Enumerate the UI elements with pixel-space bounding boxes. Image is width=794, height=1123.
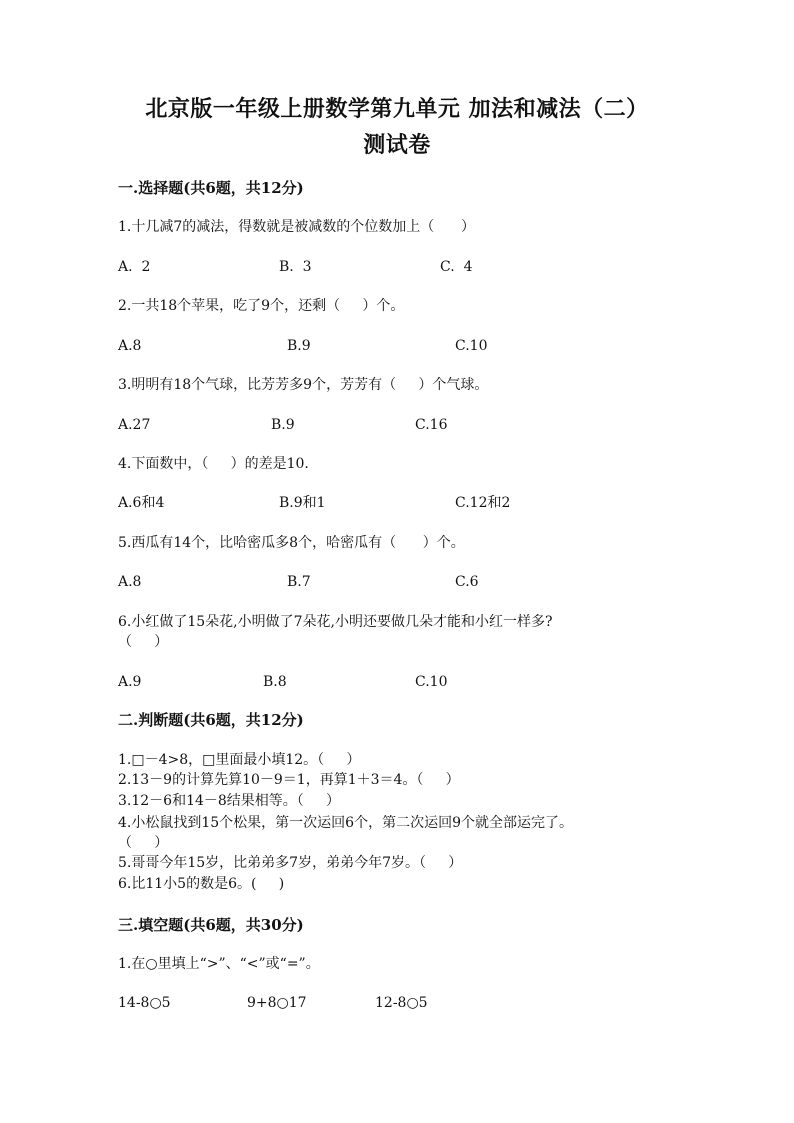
judge-item: 3.12－6和14－8结果相等。（ ） xyxy=(118,793,341,809)
option-c: C.10 xyxy=(455,338,488,354)
option-c: C.6 xyxy=(455,574,479,590)
judge-item: 2.13－9的计算先算10－9＝1，再算1＋3＝4。（ ） xyxy=(118,772,460,788)
page-title: 北京版一年级上册数学第九单元 加法和减法（二） xyxy=(145,96,649,122)
question-text: 4.下面数中，（ ）的差是10. xyxy=(118,456,309,472)
expression: 12-8○5 xyxy=(375,995,428,1011)
option-c: C. 4 xyxy=(440,259,473,275)
judge-item: 5.哥哥今年15岁，比弟弟多7岁，弟弟今年7岁。（ ） xyxy=(118,855,463,871)
question-text: 6.小红做了15朵花,小明做了7朵花,小明还要做几朵才能和小红一样多? xyxy=(118,614,553,630)
question-text: 5.西瓜有14个，比哈密瓜多8个，哈密瓜有（ ）个。 xyxy=(118,535,465,551)
judge-item: 6.比11小5的数是6。( ) xyxy=(118,876,285,892)
option-b: B.9 xyxy=(271,417,295,433)
judge-item: 4.小松鼠找到15个松果，第一次运回6个，第二次运回9个就全部运完了。 xyxy=(118,815,573,831)
option-b: B.7 xyxy=(287,574,311,590)
option-a: A.8 xyxy=(118,574,142,590)
answer-blank: （ ） xyxy=(118,634,169,650)
option-c: C.16 xyxy=(415,417,448,433)
option-a: A.6和4 xyxy=(118,495,165,511)
option-c: C.12和2 xyxy=(455,495,511,511)
section-heading-choice: 一.选择题(共6题，共12分) xyxy=(118,179,304,197)
question-text: 3.明明有18个气球，比芳芳多9个，芳芳有（ ）个气球。 xyxy=(118,377,489,393)
section-heading-judge: 二.判断题(共6题，共12分) xyxy=(118,711,304,729)
option-a: A.9 xyxy=(118,674,142,690)
answer-blank: （ ） xyxy=(118,835,169,851)
option-b: B. 3 xyxy=(279,259,312,275)
judge-item: 1.□－4>8，□里面最小填12。（ ） xyxy=(118,752,361,768)
expression: 14-8○5 xyxy=(118,995,171,1011)
option-c: C.10 xyxy=(415,674,448,690)
option-a: A.27 xyxy=(118,417,151,433)
page-subtitle: 测试卷 xyxy=(363,132,431,158)
question-text: 2.一共18个苹果，吃了9个，还剩（ ）个。 xyxy=(118,298,405,314)
option-b: B.9 xyxy=(287,338,311,354)
question-text: 1.十几减7的减法，得数就是被减数的个位数加上（ ） xyxy=(118,219,475,235)
question-text: 1.在○里填上“>”、“<”或“=”。 xyxy=(118,956,320,972)
option-b: B.8 xyxy=(263,674,287,690)
section-heading-fill: 三.填空题(共6题，共30分) xyxy=(118,916,304,934)
option-a: A.8 xyxy=(118,338,142,354)
option-b: B.9和1 xyxy=(279,495,326,511)
option-a: A. 2 xyxy=(118,259,151,275)
expression: 9+8○17 xyxy=(247,995,307,1011)
